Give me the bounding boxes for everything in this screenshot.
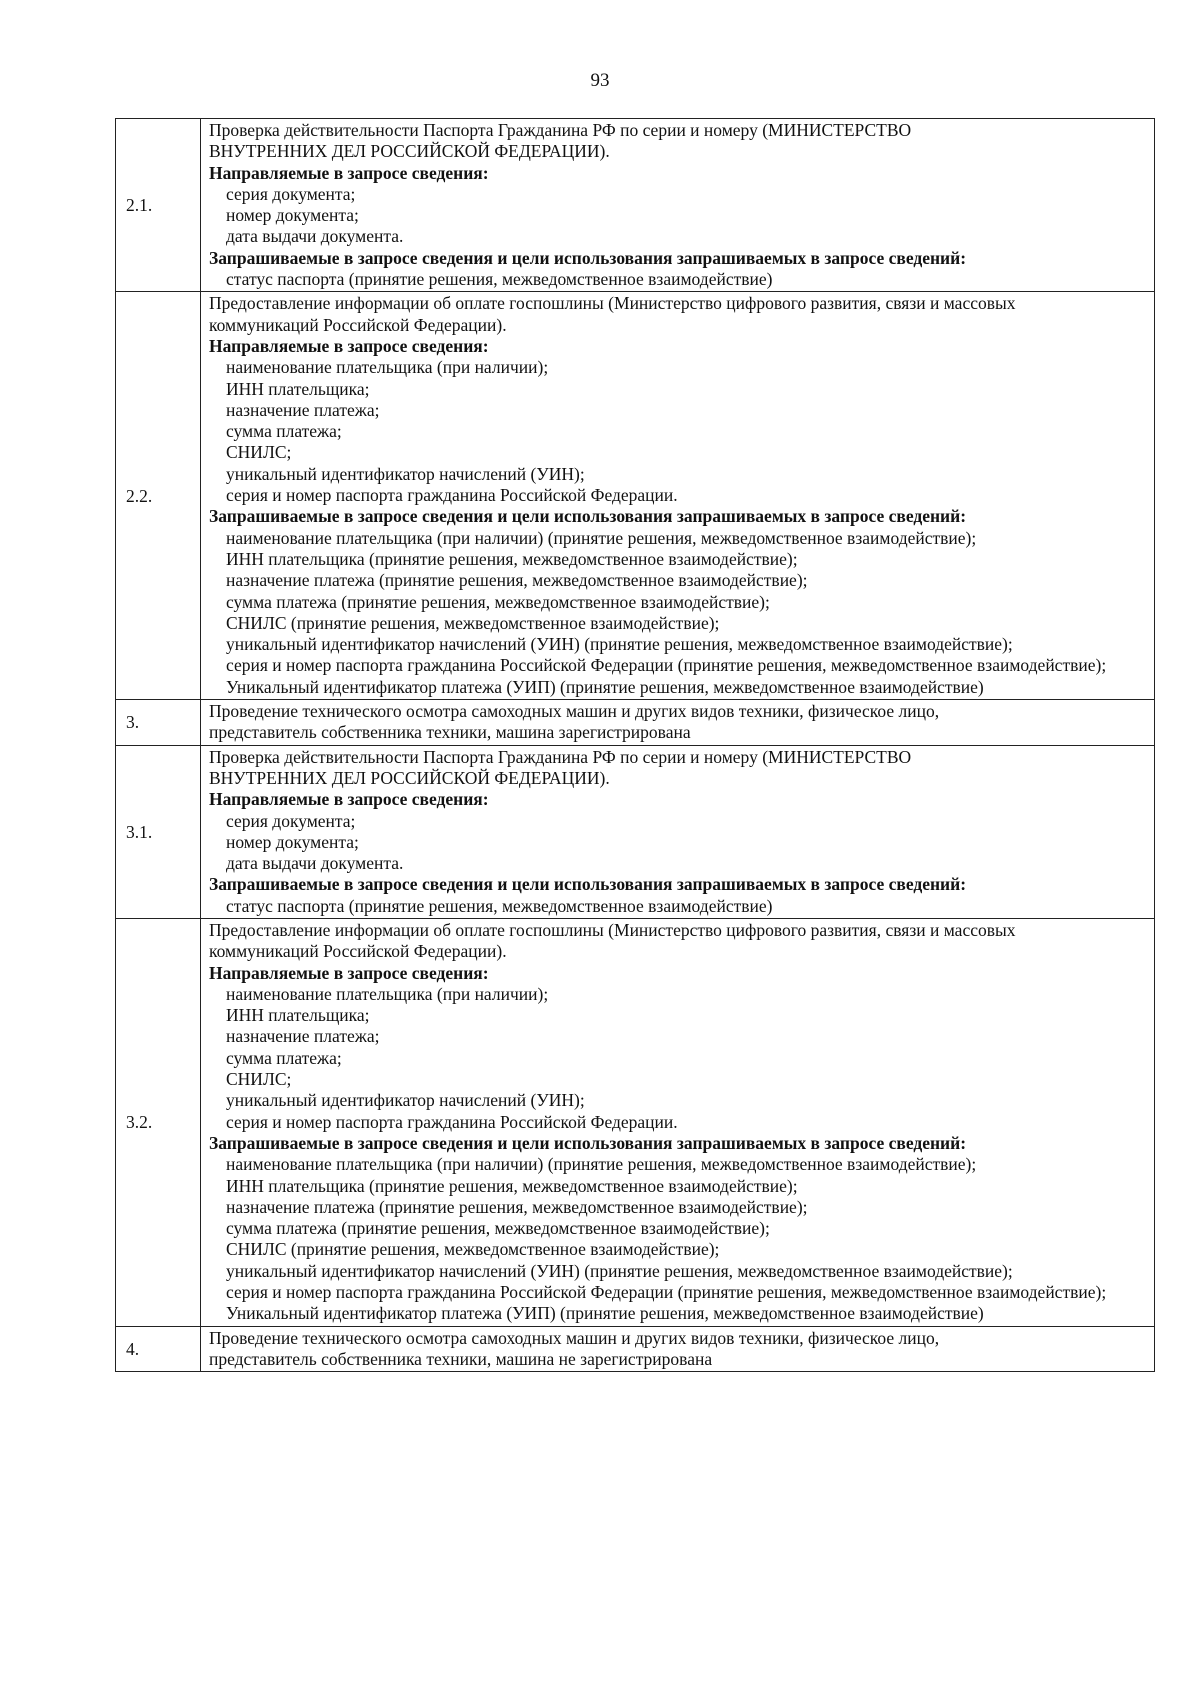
row-number: 3.1. bbox=[126, 821, 153, 842]
list-item: ИНН плательщика (принятие решения, межведомственное взаимодействие); bbox=[226, 1175, 798, 1196]
section-heading: Запрашиваемые в запросе сведения и цели использования запрашиваемых в запросе сведений: bbox=[209, 1132, 967, 1153]
list-item: серия и номер паспорта гражданина Российской Федерации. bbox=[226, 485, 678, 506]
list-item: серия документа; bbox=[226, 183, 356, 204]
list-item: назначение платежа (принятие решения, межведомственное взаимодействие); bbox=[226, 570, 808, 591]
table-row bbox=[116, 918, 1155, 1326]
section-heading: Направляемые в запросе сведения: bbox=[209, 335, 489, 356]
list-item: уникальный идентификатор начислений (УИН) (принятие решения, межведомственное взаимодействие); bbox=[226, 634, 1013, 655]
list-item: серия и номер паспорта гражданина Российской Федерации (принятие решения, межведомственное взаимодействие); bbox=[226, 1282, 1107, 1303]
table-row bbox=[116, 1326, 1155, 1372]
section-heading: Запрашиваемые в запросе сведения и цели использования запрашиваемых в запросе сведений: bbox=[209, 247, 967, 268]
list-item: наименование плательщика (при наличии); bbox=[226, 357, 549, 378]
content-line: представитель собственника техники, машина зарегистрирована bbox=[209, 722, 691, 743]
section-heading: Направляемые в запросе сведения: bbox=[209, 962, 489, 983]
list-item: номер документа; bbox=[226, 831, 359, 852]
list-item: сумма платежа (принятие решения, межведомственное взаимодействие); bbox=[226, 591, 770, 612]
list-item: наименование плательщика (при наличии) (принятие решения, межведомственное взаимодействие); bbox=[226, 527, 977, 548]
table-row bbox=[116, 292, 1155, 700]
row-number-cell bbox=[116, 745, 201, 918]
list-item: серия и номер паспорта гражданина Российской Федерации. bbox=[226, 1111, 678, 1132]
list-item: номер документа; bbox=[226, 205, 359, 226]
content-line: Проверка действительности Паспорта Гражданина РФ по серии и номеру (МИНИСТЕРСТВО bbox=[209, 120, 912, 140]
list-item: СНИЛС; bbox=[226, 442, 292, 463]
list-item: Уникальный идентификатор платежа (УИП) (принятие решения, межведомственное взаимодействие) bbox=[226, 676, 984, 697]
row-number: 3. bbox=[126, 712, 140, 733]
content-line: Проведение технического осмотра самоходных машин и других видов техники, физическое лицо, bbox=[209, 701, 940, 722]
section-heading: Направляемые в запросе сведения: bbox=[209, 162, 489, 183]
row-number: 3.2. bbox=[126, 1112, 153, 1133]
list-item: наименование плательщика (при наличии); bbox=[226, 983, 549, 1004]
row-number: 2.1. bbox=[126, 195, 153, 216]
section-heading: Запрашиваемые в запросе сведения и цели использования запрашиваемых в запросе сведений: bbox=[209, 874, 967, 895]
row-content-cell bbox=[201, 918, 1155, 1326]
list-item: назначение платежа; bbox=[226, 1026, 380, 1047]
section-heading: Запрашиваемые в запросе сведения и цели использования запрашиваемых в запросе сведений: bbox=[209, 506, 967, 527]
page-number: 93 bbox=[590, 70, 610, 91]
row-content-cell bbox=[201, 292, 1155, 700]
content-line: Предоставление информации об оплате госпошлины (Министерство цифрового развития, связи и массовых bbox=[209, 293, 1016, 314]
row-number-cell bbox=[116, 119, 201, 292]
row-number-cell bbox=[116, 700, 201, 746]
list-item: уникальный идентификатор начислений (УИН); bbox=[226, 463, 585, 484]
content-line: представитель собственника техники, машина не зарегистрирована bbox=[209, 1348, 713, 1369]
list-item: ИНН плательщика (принятие решения, межведомственное взаимодействие); bbox=[226, 548, 798, 569]
row-number: 2.2. bbox=[126, 485, 153, 506]
content-line: Проведение технического осмотра самоходных машин и других видов техники, физическое лицо, bbox=[209, 1327, 940, 1348]
list-item: ИНН плательщика; bbox=[226, 1005, 370, 1026]
list-item: СНИЛС (принятие решения, межведомственное взаимодействие); bbox=[226, 1239, 720, 1260]
list-item: сумма платежа; bbox=[226, 421, 342, 442]
list-item: статус паспорта (принятие решения, межведомственное взаимодействие) bbox=[226, 895, 773, 916]
content-line: коммуникаций Российской Федерации). bbox=[209, 314, 507, 335]
list-item: дата выдачи документа. bbox=[226, 226, 404, 247]
list-item: СНИЛС; bbox=[226, 1069, 292, 1090]
content-line: ВНУТРЕННИХ ДЕЛ РОССИЙСКОЙ ФЕДЕРАЦИИ). bbox=[209, 141, 610, 162]
row-number: 4. bbox=[126, 1338, 140, 1359]
list-item: Уникальный идентификатор платежа (УИП) (принятие решения, межведомственное взаимодействие) bbox=[226, 1303, 984, 1324]
list-item: уникальный идентификатор начислений (УИН); bbox=[226, 1090, 585, 1111]
list-item: дата выдачи документа. bbox=[226, 853, 404, 874]
list-item: назначение платежа (принятие решения, межведомственное взаимодействие); bbox=[226, 1196, 808, 1217]
content-line: коммуникаций Российской Федерации). bbox=[209, 941, 507, 962]
list-item: серия и номер паспорта гражданина Российской Федерации (принятие решения, межведомственное взаимодействие); bbox=[226, 655, 1107, 676]
table-row bbox=[116, 700, 1155, 746]
row-content-cell bbox=[201, 1326, 1155, 1372]
row-number-cell bbox=[116, 292, 201, 700]
table-row bbox=[116, 119, 1155, 292]
row-number-cell bbox=[116, 1326, 201, 1372]
list-item: ИНН плательщика; bbox=[226, 378, 370, 399]
list-item: уникальный идентификатор начислений (УИН) (принятие решения, межведомственное взаимодействие); bbox=[226, 1260, 1013, 1281]
content-line: ВНУТРЕННИХ ДЕЛ РОССИЙСКОЙ ФЕДЕРАЦИИ). bbox=[209, 767, 610, 788]
list-item: статус паспорта (принятие решения, межведомственное взаимодействие) bbox=[226, 269, 773, 290]
list-item: наименование плательщика (при наличии) (принятие решения, межведомственное взаимодействие); bbox=[226, 1154, 977, 1175]
list-item: сумма платежа; bbox=[226, 1047, 342, 1068]
section-heading: Направляемые в запросе сведения: bbox=[209, 789, 489, 810]
requirements-table-body bbox=[116, 119, 1155, 1372]
list-item: серия документа; bbox=[226, 810, 356, 831]
content-line: Предоставление информации об оплате госпошлины (Министерство цифрового развития, связи и массовых bbox=[209, 919, 1016, 940]
requirements-table bbox=[115, 118, 1155, 1372]
row-content-cell bbox=[201, 745, 1155, 918]
table-row bbox=[116, 745, 1155, 918]
list-item: назначение платежа; bbox=[226, 399, 380, 420]
row-number-cell bbox=[116, 918, 201, 1326]
content-line: Проверка действительности Паспорта Гражданина РФ по серии и номеру (МИНИСТЕРСТВО bbox=[209, 746, 912, 767]
row-content-cell bbox=[201, 119, 1155, 292]
row-content-cell bbox=[201, 700, 1155, 746]
list-item: сумма платежа (принятие решения, межведомственное взаимодействие); bbox=[226, 1218, 770, 1239]
list-item: СНИЛС (принятие решения, межведомственное взаимодействие); bbox=[226, 612, 720, 633]
